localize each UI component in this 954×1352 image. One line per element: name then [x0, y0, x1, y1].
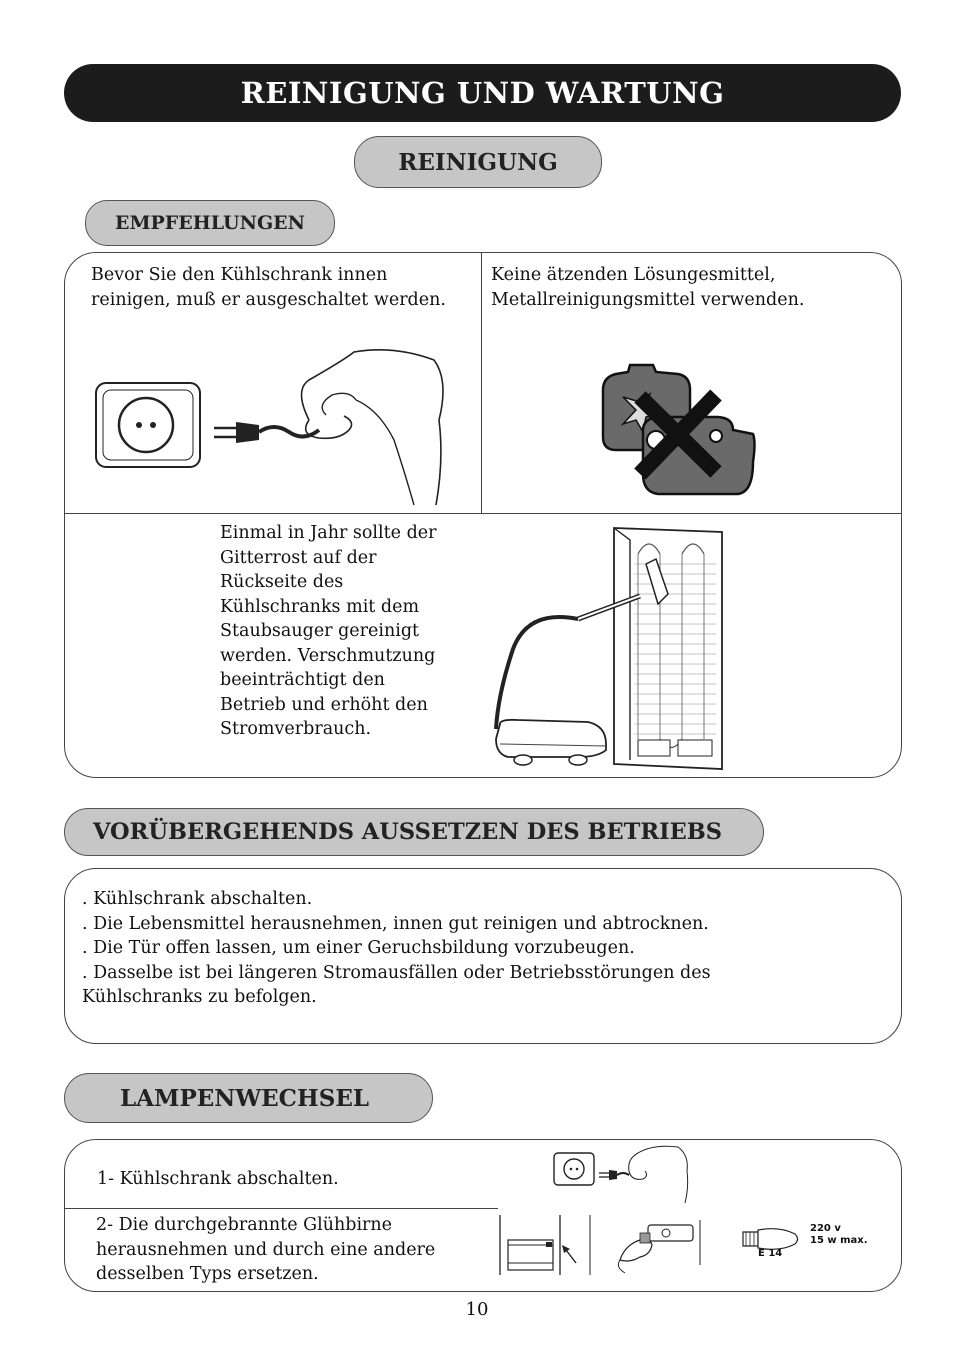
subheading-empfehlungen-label: EMPFEHLUNGEN [114, 212, 306, 234]
tip-no-solvents-line: Keine ätzenden Lösungesmittel, [491, 265, 776, 285]
tip-condenser-line: Stromverbrauch. [220, 719, 372, 739]
horizontal-divider [64, 513, 902, 514]
tip-no-solvents-text [491, 263, 891, 312]
lamp-step-2-line: herausnehmen und durch eine andere [96, 1239, 436, 1260]
section-heading-pause-label: VORÜBERGEHENDS AUSSETZEN DES BETRIEBS [93, 819, 723, 845]
bulb-socket: E 14 [758, 1248, 783, 1259]
bulb-voltage: 220 v [810, 1223, 841, 1234]
pause-line: . Kühlschrank abschalten. [82, 889, 313, 909]
page-title-bar [64, 64, 901, 122]
tip-unplug-line: Bevor Sie den Kühlschrank innen [91, 265, 388, 285]
pause-line: . Dasselbe ist bei längeren Stromausfällen oder Betriebsstörungen des [82, 962, 711, 983]
pause-line: . Die Tür offen lassen, um einer Geruchsbildung vorzubeugen. [82, 938, 635, 958]
lamp-step-1: 1- Kühlschrank abschalten. [97, 1169, 339, 1189]
no-chemicals-icon [598, 362, 758, 497]
lamp-cover-removal-icon [590, 1215, 705, 1275]
lamp-step-2-line: 2- Die durchgebrannte Glühbirne [96, 1215, 393, 1235]
page-number: 10 [465, 1299, 489, 1320]
fridge-lamp-location-icon [498, 1215, 580, 1275]
tip-unplug-line: reinigen, muß er ausgeschaltet werden. [91, 289, 446, 310]
section-heading-pause [64, 808, 764, 856]
vertical-divider [481, 252, 482, 514]
pause-line: Kühlschranks zu befolgen. [82, 987, 317, 1007]
pause-instructions [82, 887, 882, 1010]
tip-condenser-line: Staubsauger gereinigt [220, 621, 420, 641]
unplug-illustration-icon [94, 340, 464, 505]
tip-condenser-line: Gitterrost auf der [220, 547, 377, 568]
vacuum-condenser-icon [478, 524, 728, 769]
page-title: REINIGUNG UND WARTUNG [240, 76, 725, 110]
section-heading-reinigung [354, 136, 602, 188]
subheading-empfehlungen [85, 200, 335, 246]
section-heading-lamp-label: LAMPENWECHSEL [120, 1084, 370, 1112]
tip-condenser-line: werden. Verschmutzung [220, 645, 436, 666]
tip-condenser-line: Kühlschranks mit dem [220, 596, 420, 617]
lamp-step-2-line: desselben Typs ersetzen. [96, 1264, 319, 1284]
tip-no-solvents-line: Metallreinigungsmittel verwenden. [491, 289, 805, 310]
lamp-step-2 [96, 1213, 496, 1287]
tip-condenser-line: Betrieb und erhöht den [220, 694, 428, 715]
section-heading-reinigung-label: REINIGUNG [398, 148, 558, 176]
section-heading-lamp [64, 1073, 433, 1123]
tip-condenser-line: Rückseite des [220, 572, 344, 592]
bulb-specs [810, 1223, 868, 1247]
tip-condenser-line: beeinträchtigt den [220, 670, 385, 690]
lamp-step-divider [64, 1208, 498, 1209]
bulb-power: 15 w max. [810, 1235, 868, 1246]
tip-unplug-text [91, 263, 476, 312]
tip-condenser-line: Einmal in Jahr sollte der [220, 523, 437, 543]
small-unplug-icon [553, 1141, 693, 1203]
tip-condenser-text [220, 521, 480, 742]
pause-line: . Die Lebensmittel herausnehmen, innen gut reinigen und abtrocknen. [82, 913, 709, 934]
